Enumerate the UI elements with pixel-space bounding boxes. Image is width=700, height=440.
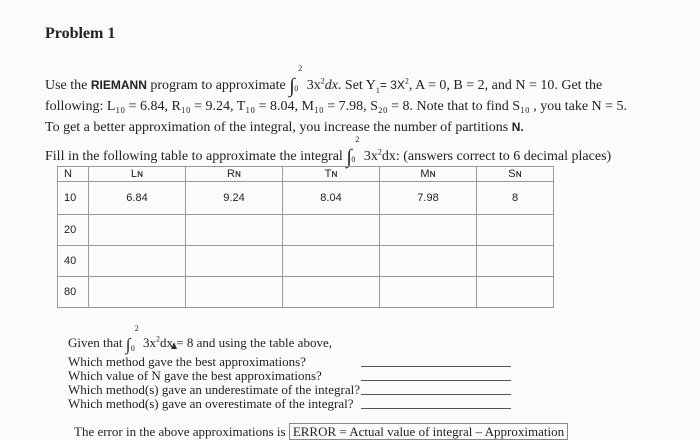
cell-r[interactable] [186, 246, 283, 277]
cell-s: 8 [477, 182, 554, 215]
answer-blank-4[interactable] [361, 408, 511, 409]
cell-l[interactable] [89, 246, 186, 277]
cell-n: 10 [58, 182, 89, 215]
program-name: RIEMANN [90, 78, 147, 92]
cell-l: 6.84 [89, 182, 186, 215]
cell-r: 9.24 [186, 182, 283, 215]
question-3: Which method(s) gave an underestimate of the integral? [68, 382, 361, 397]
cell-l[interactable] [89, 277, 186, 308]
error-formula: ERROR = Actual value of integral – Approximation [289, 423, 568, 440]
question-4: Which method(s) gave an overestimate of the integral? [68, 396, 354, 411]
answer-blank-3[interactable] [361, 394, 511, 395]
cell-m: 7.98 [380, 182, 477, 215]
header-m: Mɴ [380, 167, 477, 182]
answer-blank-1[interactable] [361, 366, 511, 367]
cell-t[interactable] [283, 277, 380, 308]
table-row [58, 246, 554, 277]
integral-sign: ∫ 2 0 [289, 64, 303, 97]
intro-integrand: 3x [306, 78, 321, 93]
cell-t: 8.04 [283, 182, 380, 215]
integral-sign-2: ∫ 2 0 [346, 135, 360, 168]
question-2: Which value of N gave the best approximations? [68, 368, 322, 383]
cell-n: 40 [58, 246, 89, 277]
intro-set-rest: , A = 0, B = 2, and N = 10. Get the [408, 78, 603, 93]
cell-n: 20 [58, 215, 89, 246]
table-row [58, 215, 554, 246]
cell-r[interactable] [186, 215, 283, 246]
integral-sign-3: ∫ 2 0 [125, 324, 139, 354]
cell-t[interactable] [283, 215, 380, 246]
header-s: Sɴ [477, 167, 554, 182]
header-n: N [58, 167, 89, 182]
cell-s[interactable] [477, 246, 554, 277]
intro-line: Use the RIEMANN program to approximate ∫ 2 0 $3x^2dx$. Set $Y_1= 3X^2$, A = 0, B = 2, and N = 10. Get the [45, 64, 603, 97]
cell-m[interactable] [380, 277, 477, 308]
cell-m[interactable] [380, 215, 477, 246]
header-t: Tɴ [283, 167, 380, 182]
cell-m[interactable] [380, 246, 477, 277]
intro-program-text: program to approximate [150, 78, 286, 93]
question-1: Which method gave the best approximations? [68, 354, 306, 369]
cell-t[interactable] [283, 246, 380, 277]
header-l: Lɴ [89, 167, 186, 182]
problem-title: Problem 1 [45, 25, 116, 42]
cell-l[interactable] [89, 215, 186, 246]
table-row [58, 182, 554, 215]
cell-n: 80 [58, 277, 89, 308]
error-line: The error in the above approximations is ERROR = Actual value of integral – Approximation [74, 424, 568, 440]
cell-r[interactable] [186, 277, 283, 308]
mouse-cursor-icon [171, 342, 177, 349]
given-line: Given that ∫ 2 0 $3x^2dx = 8$ and using the table above, [68, 324, 332, 354]
cell-s[interactable] [477, 277, 554, 308]
table-row [58, 277, 554, 308]
answer-blank-2[interactable] [361, 380, 511, 381]
table-header-row [58, 167, 554, 182]
better-approx-line: To get a better approximation of the integral, you increase the number of partitions N. [45, 120, 524, 135]
cell-s[interactable] [477, 215, 554, 246]
approximation-table [57, 166, 554, 308]
intro-use-the: Use the [45, 78, 88, 93]
header-r: Rɴ [186, 167, 283, 182]
following-line: following: L₁₀ = 6.84, R₁₀ = 9.24, T₁₀ = 8.04, M₁₀ = 7.98, S₂₀ = 8. Note that to find S₁₀ , you take N = 5. [45, 99, 628, 114]
fill-line: Fill in the following table to approximate the integral ∫ 2 0 $3x^2dx$: (answers correct to 6 decimal places) [45, 135, 612, 168]
